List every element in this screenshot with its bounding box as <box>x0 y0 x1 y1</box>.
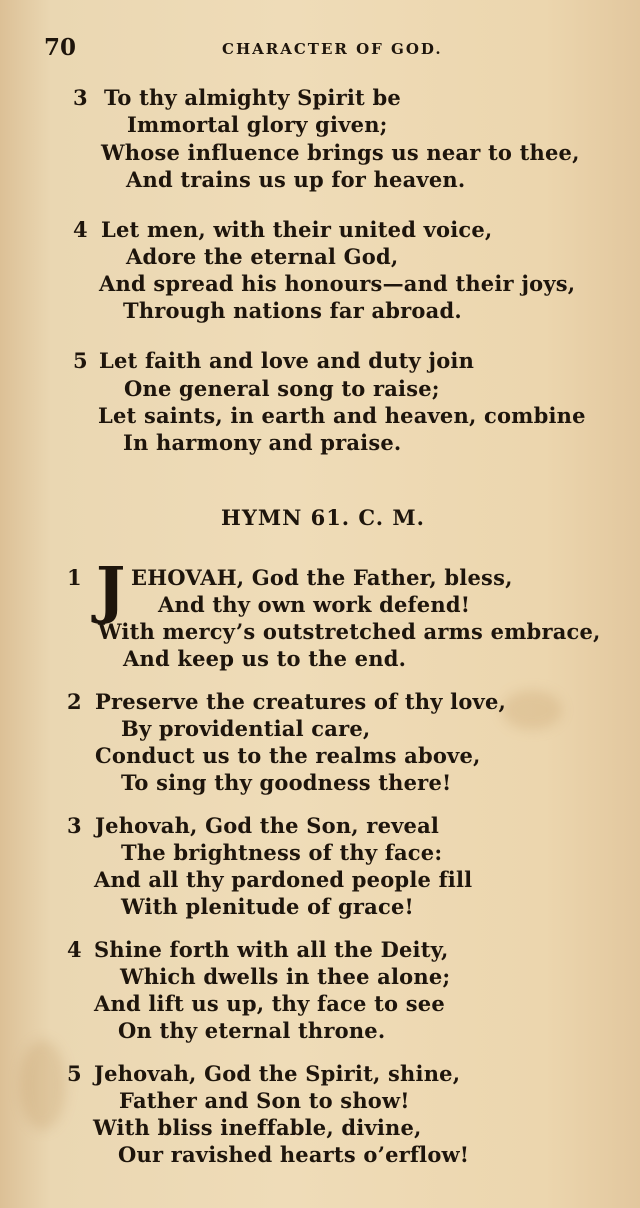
hymn-line: To sing thy goodness there! <box>121 770 452 795</box>
hymn-line: Through nations far abroad. <box>123 298 462 323</box>
hymn-line: By providential care, <box>121 716 371 741</box>
hymn-line: Our ravished hearts o’erflow! <box>118 1142 470 1167</box>
running-head: CHARACTER OF GOD. <box>222 40 443 58</box>
hymn-line: Father and Son to show! <box>119 1088 410 1113</box>
page-stain <box>502 690 562 730</box>
hymn-line: One general song to raise; <box>124 376 440 401</box>
hymn-line: And thy own work defend! <box>158 592 471 617</box>
stanza-number: 5 <box>67 1061 82 1086</box>
stanza-number: 5 <box>73 348 88 373</box>
page-stain <box>20 1040 66 1130</box>
hymn-line: Preserve the creatures of thy love, <box>95 689 507 714</box>
hymn-line: And lift us up, thy face to see <box>94 991 445 1016</box>
hymn-line: Let faith and love and duty join <box>99 348 475 373</box>
stanza-number: 2 <box>67 689 82 714</box>
hymn-line: And keep us to the end. <box>123 646 407 671</box>
stanza-number: 1 <box>67 565 82 590</box>
stanza-number: 3 <box>73 85 88 110</box>
hymn-line: With plenitude of grace! <box>121 894 414 919</box>
hymn-line: To thy almighty Spirit be <box>104 85 401 110</box>
hymn-line: And spread his honours—and their joys, <box>99 271 576 296</box>
hymn-line: Immortal glory given; <box>127 112 388 137</box>
page-number: 70 <box>44 34 77 61</box>
page-header <box>44 34 490 64</box>
hymn-line: With mercy’s outstretched arms embrace, <box>98 619 601 644</box>
hymn-line: Whose influence brings us near to thee, <box>101 140 580 165</box>
hymn-line: Jehovah, God the Spirit, shine, <box>94 1061 461 1086</box>
hymn-line: Shine forth with all the Deity, <box>94 937 449 962</box>
hymn-line: Let men, with their united voice, <box>101 217 493 242</box>
hymn-title: HYMN 61. C. M. <box>221 505 425 530</box>
hymn-line: Conduct us to the realms above, <box>95 743 481 768</box>
stanza-number: 4 <box>73 217 88 242</box>
drop-cap: J <box>96 553 126 626</box>
hymn-line: EHOVAH, God the Father, bless, <box>131 565 513 590</box>
hymn-line: The brightness of thy face: <box>121 840 443 865</box>
hymn-line: In harmony and praise. <box>123 430 402 455</box>
stanza-number: 4 <box>67 937 82 962</box>
hymn-line: Adore the eternal God, <box>126 244 399 269</box>
hymn-line: Which dwells in thee alone; <box>120 964 451 989</box>
hymn-line: And trains us up for heaven. <box>126 167 466 192</box>
hymn-line: With bliss ineffable, divine, <box>93 1115 422 1140</box>
hymn-line: On thy eternal throne. <box>118 1018 386 1043</box>
stanza-number: 3 <box>67 813 82 838</box>
hymn-line: Let saints, in earth and heaven, combine <box>98 403 586 428</box>
hymn-line: Jehovah, God the Son, reveal <box>95 813 440 838</box>
hymn-line: And all thy pardoned people fill <box>94 867 473 892</box>
